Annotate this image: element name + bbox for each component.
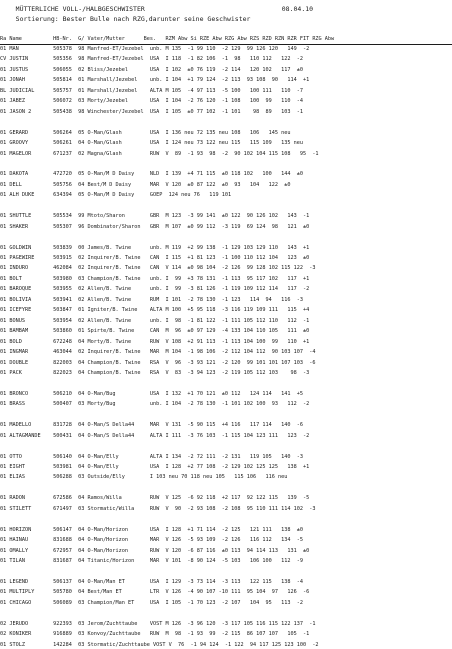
table-row: 01 DELL 505756 04 Best/M D Daisy MAR V 120 ±0 87 122 ±0 93 104 122 ±0 bbox=[0, 181, 291, 188]
table-row: 01 HORIZON 506147 04 O-Man/Horizon USA I 128 +1 71 114 -2 125 121 111 138 ±0 bbox=[0, 526, 303, 533]
table-row: 01 RADON 672586 04 Ramos/Willa RUW V 125 -6 92 118 +2 117 92 122 115 139 -5 bbox=[0, 495, 310, 502]
table-row: 01 STOLZ 142284 03 Stormatic/Zuchttaube VOST V 76 -1 94 124 -1 122 94 117 125 123 100 -2 bbox=[0, 641, 319, 648]
table-row: 01 BRONCO 506210 04 O-Man/Bug USA I 132 +1 70 121 ±0 112 124 114 141 +5 bbox=[0, 390, 303, 397]
table-row: 01 MAN 505378 98 Manfred-ET/Jezebel unb. M 135 -1 99 110 -2 129 99 126 120 149 -2 bbox=[0, 46, 310, 52]
table-row: 01 GOLDWIN 503839 00 James/B. Twine unb. M 119 +2 99 138 -1 129 103 129 110 143 +1 bbox=[0, 244, 310, 251]
table-row: 01 EIGHT 503981 04 O-Man/Elly USA I 128 +2 77 108 -2 129 102 125 125 138 +1 bbox=[0, 464, 310, 470]
table-row: 01 MADELLO 831728 04 O-Man/S Della44 MAR V 131 -5 90 115 +4 116 117 114 140 -6 bbox=[0, 422, 303, 429]
table-row: 01 BOLT 503980 03 Champion/B. Twine unb. I 99 +3 78 131 -1 113 95 117 102 117 +1 bbox=[0, 275, 310, 282]
document-subtitle: Sortierung: Bester Bulle nach RZG,darunter seine Geschwister bbox=[15, 15, 251, 23]
table-row: 01 HAINAU 831688 04 O-Man/Horizon MAR V 126 -5 93 109 -2 126 116 112 134 -5 bbox=[0, 537, 303, 544]
table-row: 01 MAGELOR 671237 02 Magna/Glash RUW V 89 -1 93 98 -2 90 102 104 115 108 95 -1 bbox=[0, 150, 319, 157]
table-row: 02 KONIKER 916889 03 Konvoy/Zuchttaube RUW M 98 -1 93 99 -2 115 86 107 107 105 -1 bbox=[0, 631, 310, 638]
table-row: 01 LEGEND 506137 04 O-Man/Man ET USA I 129 -3 73 114 -3 113 122 115 138 -4 bbox=[0, 578, 303, 585]
document-title: MÜTTERLICHE VOLL-/HALBGESCHWISTER bbox=[15, 5, 145, 13]
row-spacer bbox=[0, 569, 452, 577]
row-spacer bbox=[0, 443, 452, 451]
table-row: 01 CHICAGO 506089 03 Champion/Man ET USA I 105 -1 70 123 -2 107 104 95 113 -2 bbox=[0, 599, 303, 606]
document-title-line bbox=[0, 4, 452, 14]
row-spacer bbox=[0, 161, 452, 169]
table-row: CV JUSTIN 505356 98 Manfred-ET/Jezebel USA I 118 -1 82 106 -1 98 110 112 122 -2 bbox=[0, 56, 303, 63]
table-row: 02 JERUDO 922393 03 Jerom/Zuchttaube VOST M 126 -3 96 120 -3 117 105 116 115 122 137 -1 bbox=[0, 620, 316, 627]
document-subtitle-line bbox=[0, 14, 452, 24]
table-row: 01 PAGEWIRE 503915 02 Inquirer/B. Twine CAN I 115 +1 81 123 -1 100 110 112 104 123 ±0 bbox=[0, 255, 310, 261]
table-row: 01 ALH DUKE 634394 05 O-Man/M D Daisy GOEP 124 neu 76 119 101 bbox=[0, 192, 232, 199]
table-row: 01 STILETT 671497 03 Stormatic/Willa RUW V 90 -2 93 108 -2 108 95 110 111 114 102 -3 bbox=[0, 505, 316, 512]
table-row: 01 DAKOTA 472720 05 O-Man/M D Daisy NLD I 139 +4 71 115 ±0 118 102 100 144 ±0 bbox=[0, 171, 303, 178]
table-row: 01 ICEFYRE 503847 01 Igniter/B. Twine ALTA M 100 +5 95 118 -3 116 119 109 111 115 +4 bbox=[0, 307, 310, 314]
table-row: 01 BONUS 503954 02 Allen/B. Twine unb. I 98 -1 81 122 -1 111 105 112 110 112 -1 bbox=[0, 317, 310, 324]
table-row: 01 BAMBAM 503860 01 Spirte/B. Twine CAN M 96 ±0 97 129 -4 133 104 110 105 111 ±0 bbox=[0, 328, 310, 335]
table-header-divider bbox=[0, 44, 452, 45]
table-row: 01 MULTIPLY 505780 04 Best/Man ET LTR V 126 -4 90 107 -10 111 95 104 97 126 -6 bbox=[0, 589, 310, 596]
table-row: 01 GROOVY 506261 04 O-Man/Glash USA I 124 neu 73 122 neu 115 115 109 135 neu bbox=[0, 140, 303, 147]
table-row: 01 JONAH 505814 01 Marshall/Jezebel unb. I 104 +1 79 124 -2 113 93 108 90 114 +1 bbox=[0, 77, 310, 84]
document-date: 08.04.10 bbox=[281, 5, 314, 13]
table-row: 01 SHAKER 505307 96 Dombinator/Sharon GBR M 107 ±0 99 112 -3 119 69 124 98 121 ±0 bbox=[0, 223, 310, 230]
table-row: 01 JUSTUS 506055 02 Bliss/Jezebel USA I 102 ±0 76 119 -2 114 120 102 117 ±0 bbox=[0, 66, 303, 73]
table-row: 01 JASON 2 505438 98 Winchester/Jezebel USA I 105 ±0 77 102 -1 101 98 89 103 -1 bbox=[0, 108, 303, 115]
table-row: 01 ALTAGMANDE 500431 04 O-Man/S Della44 ALTA I 111 -3 76 103 -1 115 104 123 111 123 -2 bbox=[0, 432, 310, 439]
table-row: 01 OMALLY 672957 04 O-Man/Horizon RUW V 120 -6 87 116 ±0 113 94 114 113 131 ±0 bbox=[0, 547, 310, 554]
table-row: 01 TILAN 831687 04 Titanic/Horizon MAR V 101 -8 90 124 -5 103 106 100 112 -9 bbox=[0, 558, 303, 565]
table-row: 01 INDURO 462084 02 Inquirer/B. Twine CAN V 114 ±0 98 104 -2 126 99 128 102 115 122 -3 bbox=[0, 265, 316, 272]
table-row: 01 GERARD 506264 05 O-Man/Glash USA I 136 neu 72 135 neu 108 106 145 neu bbox=[0, 129, 291, 136]
table-row: 01 SHUTTLE 505534 99 Mtoto/Sharon GBR M 123 -3 99 141 ±0 122 90 126 102 143 -1 bbox=[0, 213, 310, 220]
row-spacer bbox=[0, 234, 452, 242]
row-spacer bbox=[0, 516, 452, 524]
table-row: BL JUDICIAL 505757 01 Marshall/Jezebel ALTA M 105 -4 97 113 -5 100 100 111 110 -7 bbox=[0, 87, 303, 94]
table-row: 01 OTTO 506140 04 O-Man/Elly ALTA I 134 -2 72 111 -2 131 119 105 140 -3 bbox=[0, 453, 303, 460]
row-spacer bbox=[0, 119, 452, 127]
table-row: 01 INGMAR 463044 02 Inquirer/B. Twine MAR M 104 -1 98 106 -2 112 104 112 90 103 107 -4 bbox=[0, 349, 316, 356]
row-spacer bbox=[0, 610, 452, 618]
table-row: 01 BRASS 500407 03 Morty/Bug unb. I 104 -2 78 130 -1 101 102 100 93 112 -2 bbox=[0, 401, 310, 408]
table-row: 01 DOUBLE 822003 04 Champion/B. Twine RSA V 96 -3 93 121 -2 120 99 101 101 107 103 -6 bbox=[0, 359, 316, 366]
row-spacer bbox=[0, 412, 452, 420]
row-spacer bbox=[0, 485, 452, 493]
table-row: 01 JABEZ 506072 03 Morty/Jezebel USA I 104 -2 76 120 -1 108 100 99 110 -4 bbox=[0, 98, 303, 105]
table-row: 01 PACK 822023 04 Champion/B. Twine RSA V 83 -3 94 123 -2 119 105 112 103 98 -3 bbox=[0, 369, 310, 376]
row-spacer bbox=[0, 380, 452, 388]
table-row: 01 ELIAS 506288 03 Outside/Elly I 103 neu 70 118 neu 105 115 106 116 neu bbox=[0, 474, 288, 481]
table-row: 01 BOLIVIA 503941 02 Allen/B. Twine RUM I 101 -2 78 130 -1 123 114 94 116 -3 bbox=[0, 296, 303, 303]
row-spacer bbox=[0, 203, 452, 211]
table-header: Ra Name HB-Nr. G/ Vater/Mutter Bes. RZM Abw Si RZE Abw RZG Abw RZS RZD RZN RZR FIT RZG Abw bbox=[0, 36, 335, 42]
table-row: 01 BAROQUE 503955 02 Allen/B. Twine unb. I 99 -3 81 126 -1 119 109 112 114 117 -2 bbox=[0, 286, 310, 293]
table-row: 01 BOLD 672248 04 Morty/B. Twine RUW V 108 +2 91 113 -1 113 104 100 99 110 +1 bbox=[0, 338, 310, 345]
